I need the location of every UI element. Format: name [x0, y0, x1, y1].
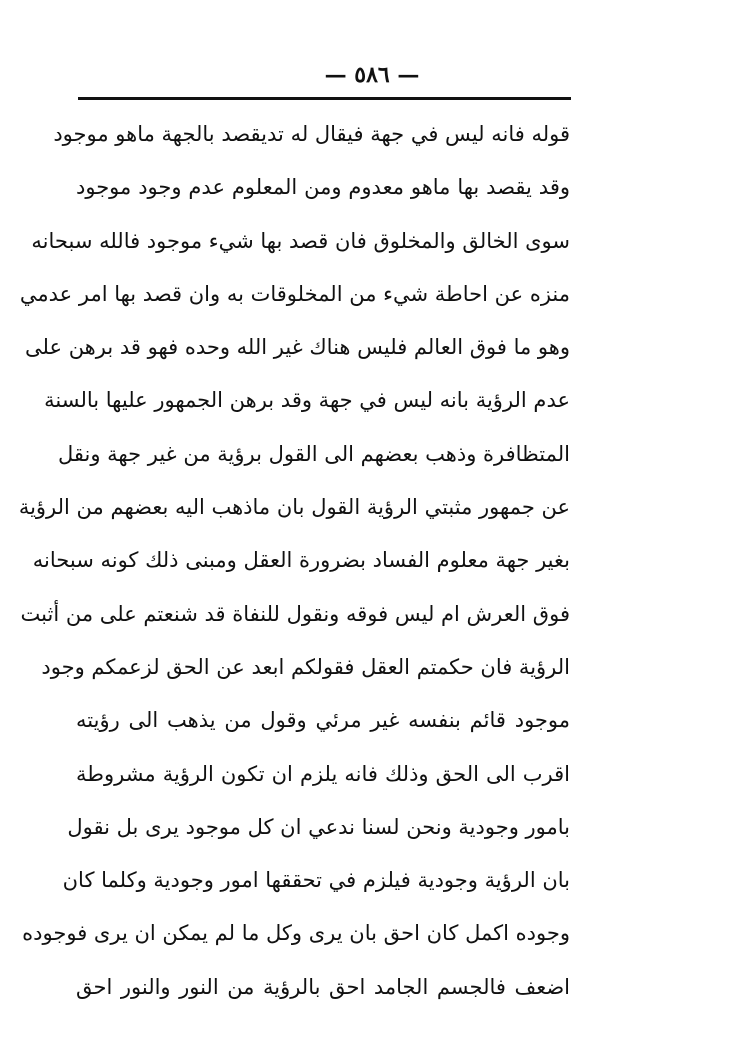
- body-text: [18, 108, 570, 1014]
- text-line: قوله فانه ليس في جهة فيقال له تديقصد بالجهة ماهو موجود: [53, 122, 570, 146]
- text-line: المتظافرة وذهب بعضهم الى القول برؤية من غير جهة ونقل: [57, 441, 570, 466]
- text-line: سوى الخالق والمخلوق فان قصد بها شيء موجود فالله سبحانه: [31, 228, 570, 253]
- text-line: بغير جهة معلوم الفساد بضرورة العقل ومبنى ذلك كونه سبحانه: [32, 548, 570, 573]
- text-line: وقد يقصد بها ماهو معدوم ومن المعلوم عدم وجود موجود: [76, 175, 570, 200]
- text-line: وجوده اكمل كان احق بان يرى وكل ما لم يمكن ان يرى فوجوده: [22, 921, 570, 946]
- page-number: — ٥٨٦ —: [324, 62, 420, 88]
- text-line: اضعف فالجسم الجامد احق بالرؤية من النور والنور احق: [76, 974, 570, 999]
- text-line: بان الرؤية وجودية فيلزم في تحققها امور وجودية وكلما كان: [62, 868, 570, 893]
- text-line: موجود قائم بنفسه غير مرئي وقول من يذهب الى رؤيته: [76, 708, 570, 733]
- text-line: بامور وجودية ونحن لسنا ندعي ان كل موجود يرى بل نقول: [67, 814, 570, 839]
- text-line: عن جمهور مثبتي الرؤية القول بان ماذهب اليه بعضهم من الرؤية: [18, 495, 570, 520]
- text-line: اقرب الى الحق وذلك فانه يلزم ان تكون الرؤية مشروطة: [76, 761, 570, 786]
- text-line: وهو ما فوق العالم فليس هناك غير الله وحده فهو قد برهن على: [25, 335, 570, 360]
- text-line: فوق العرش ام ليس فوقه ونقول للنفاة قد شنعتم على من أثبت: [20, 601, 570, 626]
- text-line: منزه عن احاطة شيء من المخلوقات به وان قصد بها امر عدمي: [19, 281, 570, 306]
- text-line: عدم الرؤية بانه ليس في جهة وقد برهن الجمهور عليها بالسنة: [44, 388, 570, 413]
- header-rule: [78, 97, 571, 100]
- text-line: الرؤية فان حكمتم العقل فقولكم ابعد عن الحق لزعمكم وجود: [41, 654, 570, 679]
